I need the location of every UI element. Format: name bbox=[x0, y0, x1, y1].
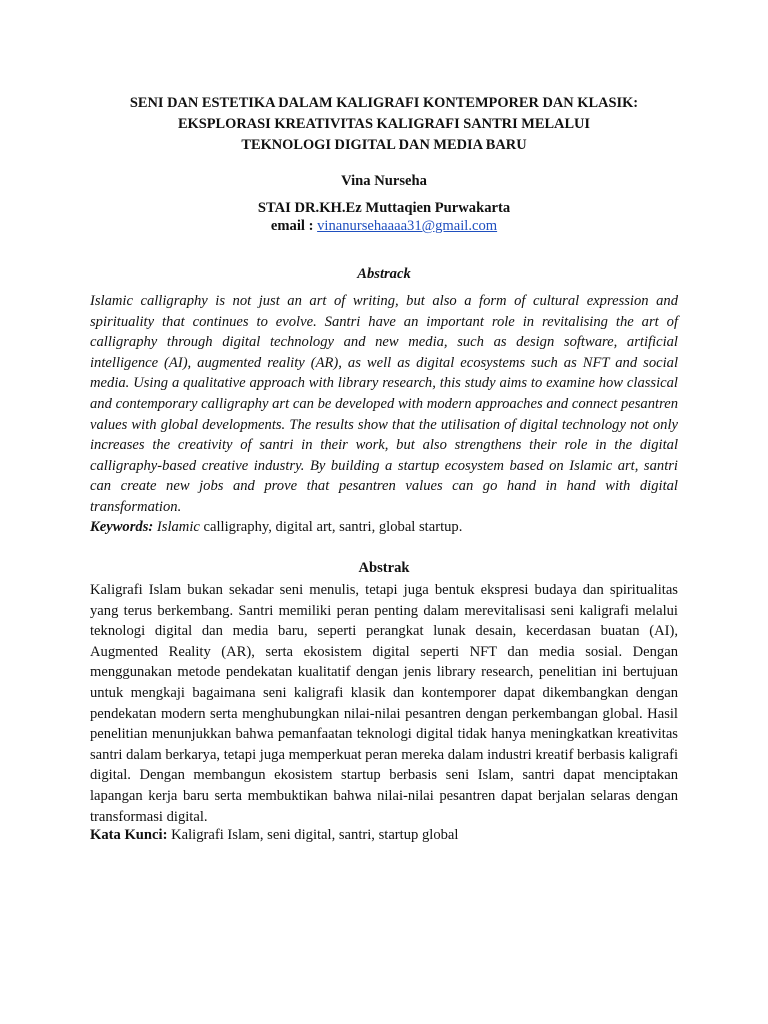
title-line-1: SENI DAN ESTETIKA DALAM KALIGRAFI KONTEMPORER DAN KLASIK: bbox=[129, 95, 639, 111]
author-name: Vina Nurseha bbox=[341, 173, 427, 189]
keywords-id-label: Kata Kunci: bbox=[90, 827, 168, 843]
email-link[interactable]: vinanursehaaaa31@gmail.com bbox=[317, 218, 498, 234]
abstract-id-heading: Abstrak bbox=[358, 560, 410, 576]
title-line-2: EKSPLORASI KREATIVITAS KALIGRAFI SANTRI MELALUI bbox=[177, 116, 591, 132]
author-affiliation: STAI DR.KH.Ez Muttaqien Purwakarta bbox=[257, 200, 511, 216]
abstract-en-heading: Abstrack bbox=[357, 266, 411, 282]
keywords-en-rest: calligraphy, digital art, santri, global startup. bbox=[203, 519, 463, 535]
abstract-id-body: Kaligrafi Islam bukan sekadar seni menulis, tetapi juga bentuk ekspresi budaya dan spiritualitas yang terus berkembang. Santri memiliki peran penting dalam merevitalisasi seni kaligrafi melalui teknologi digital dan media baru, seperti perangkat lunak desain, kecerdasan buatan (AI), Augmented Reality (AR), serta ekosistem digital seperti NFT dan media sosial. Dengan menggunakan metode pendekatan kualitatif dengan jenis library research, penelitian ini bertujuan untuk mengkaji bagaimana seni kaligrafi klasik dan kontemporer dapat dikembangkan dengan pendekatan modern serta menghubungkan nilai-nilai pesantren dengan perkembangan global. Hasil penelitian menunjukkan bahwa pemanfaatan teknologi digital tidak hanya meningkatkan kreativitas santri dalam berkarya, tetapi juga memperkuat peran mereka dalam industri kreatif berbasis kaligrafi digital. Dengan membangun ekosistem startup berbasis seni Islam, santri dapat menciptakan lapangan kerja baru serta membuktikan bahwa nilai-nilai pesantren dapat berjalan selaras dengan transformasi digital. bbox=[90, 582, 678, 825]
keywords-id-text: Kaligrafi Islam, seni digital, santri, startup global bbox=[171, 827, 459, 843]
title-line-3: TEKNOLOGI DIGITAL DAN MEDIA BARU bbox=[241, 137, 527, 153]
keywords-id bbox=[90, 825, 678, 846]
email-label: email : bbox=[270, 218, 314, 234]
abstract-en-body: Islamic calligraphy is not just an art of writing, but also a form of cultural expression and spirituality that continues to evolve. Santri have an important role in revitalising the art of calligraphy through digital technology and new media, such as design software, artificial intelligence (AI), augmented reality (AR), as well as digital ecosystems such as NFT and social media. Using a qualitative approach with library research, this study aims to examine how classical and contemporary calligraphy art can be developed with modern approaches and connect pesantren values with global developments. The results show that the utilisation of digital technology not only increases the creativity of santri in their work, but also strengthens their role in the digital calligraphy-based creative industry. By building a startup ecosystem based on Islamic art, santri can create new jobs and prove that pesantren values can go hand in hand with digital transformation. bbox=[90, 293, 678, 515]
keywords-en-first: Islamic bbox=[156, 519, 200, 535]
keywords-en bbox=[90, 517, 678, 538]
author-email bbox=[90, 218, 678, 235]
keywords-en-label: Keywords: bbox=[90, 519, 154, 535]
paper-title bbox=[90, 93, 678, 156]
